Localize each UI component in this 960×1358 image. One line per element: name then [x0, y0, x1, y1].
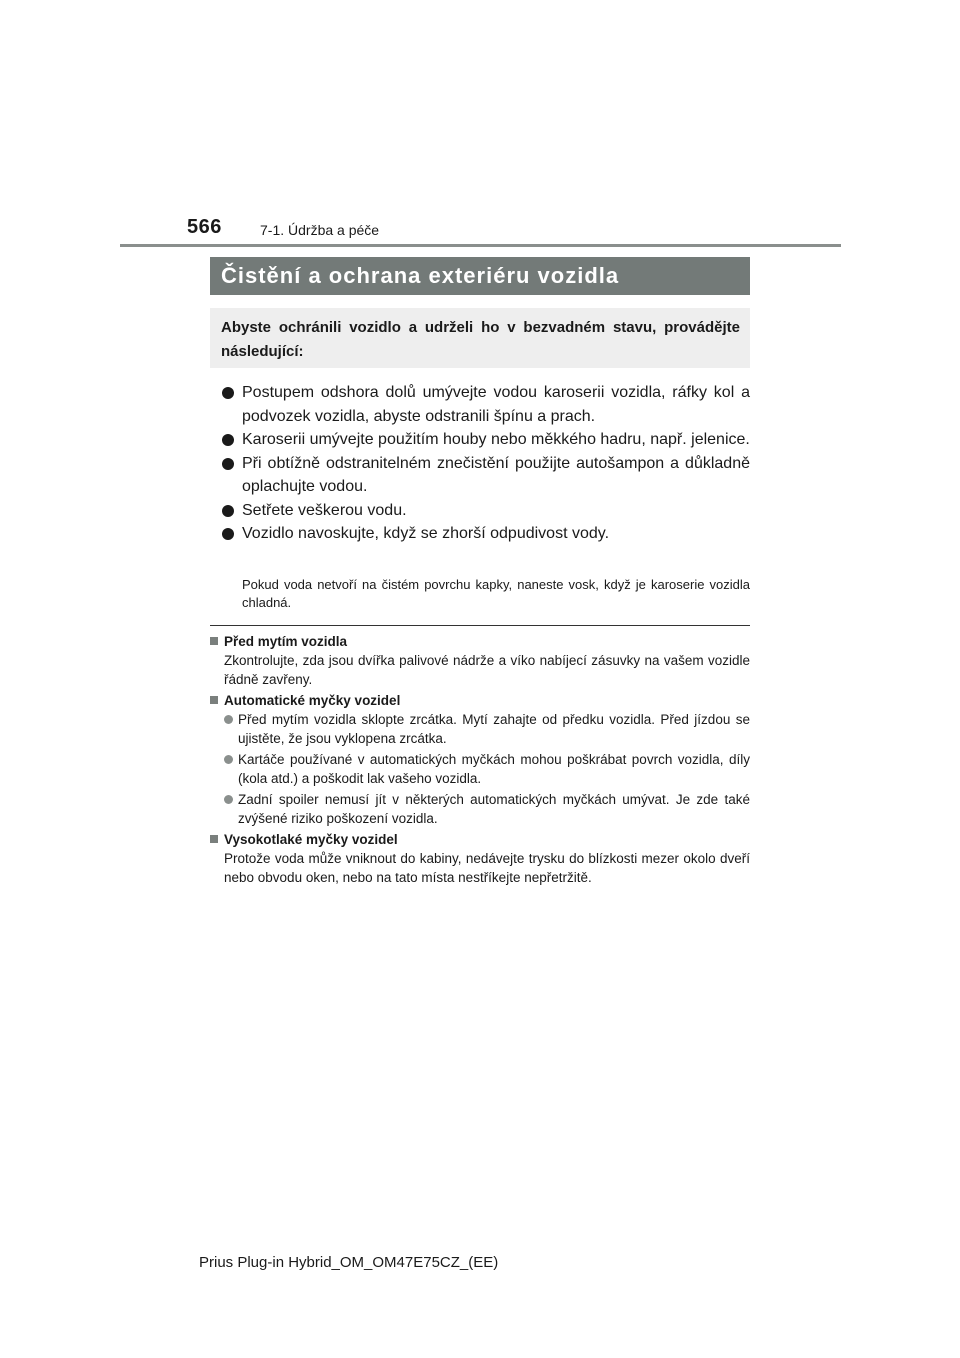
note-heading-high-pressure [210, 830, 750, 849]
list-item [222, 381, 750, 428]
step-text: Vozidlo navoskujte, když se zhorší odpudivost vody. [242, 525, 610, 542]
square-bullet-icon [210, 637, 218, 645]
intro-box: Abyste ochránili vozidlo a udrželi ho v bezvadném stavu, provádějte následující: [210, 308, 750, 368]
note-body-before-wash: Zkontrolujte, zda jsou dvířka palivové nádrže a víko nabíjecí zásuvky na vašem vozidle řádně zavřeny. [224, 653, 750, 687]
list-item [222, 452, 750, 499]
steps-note: Pokud voda netvoří na čistém povrchu kapky, naneste vosk, když je karoserie vozidla chladná. [242, 577, 750, 610]
note-heading-text: Automatické myčky vozidel [224, 693, 401, 708]
step-text: Při obtížně odstranitelném znečistění použijte autošampon a důkladně oplachujte vodou. [242, 454, 750, 495]
bullet-icon [222, 528, 234, 540]
list-item [210, 710, 750, 748]
notes-section [210, 632, 750, 889]
divider [210, 625, 750, 626]
section-label: 7-1. Údržba a péče [260, 222, 380, 238]
step-text: Postupem odshora dolů umývejte vodou karoserii vozidla, ráfky kol a podvozek vozidla, abyste odstranili špínu a prach. [242, 384, 750, 425]
list-item [210, 790, 750, 828]
title-bar [210, 257, 750, 295]
note-heading-before-wash [210, 632, 750, 651]
bullet-icon [222, 434, 234, 446]
page-number: 566 [187, 216, 222, 238]
list-item [222, 522, 750, 546]
step-text: Setřete veškerou vodu. [242, 501, 407, 519]
list-item [222, 499, 750, 523]
round-bullet-icon [224, 755, 233, 764]
note-heading-text: Před mytím vozidla [224, 634, 348, 649]
sub-item-text: Zadní spoiler nemusí jít v některých automatických myčkách umývat. Je zde také zvýšené riziko poškození vozidla. [238, 792, 750, 826]
header-rule [120, 244, 841, 247]
sub-item-text: Před mytím vozidla sklopte zrcátka. Mytí zahajte od předku vozidla. Před jízdou se ujistěte, že jsou vyklopena zrcátka. [238, 712, 750, 746]
bullet-icon [222, 505, 234, 517]
bullet-icon [222, 458, 234, 470]
steps-list [222, 381, 750, 546]
round-bullet-icon [224, 795, 233, 804]
list-item [222, 428, 750, 452]
square-bullet-icon [210, 835, 218, 843]
bullet-icon [222, 387, 234, 399]
footer-doc-id: Prius Plug-in Hybrid_OM_OM47E75CZ_(EE) [199, 1254, 499, 1271]
sub-item-text: Kartáče používané v automatických myčkách mohou poškrábat povrch vozidla, díly (kola atd.) a poškodit lak vašeho vozidla. [238, 752, 750, 786]
list-item [210, 750, 750, 788]
step-text: Karoserii umývejte použitím houby nebo měkkého hadru, např. jelenice. [242, 431, 750, 448]
note-heading-automatic [210, 691, 750, 710]
round-bullet-icon [224, 715, 233, 724]
note-body-high-pressure: Protože voda může vniknout do kabiny, nedávejte trysku do blízkosti mezer okolo dveří nebo obvodu oken, nebo na tato místa nestříkejte nepřetržitě. [224, 851, 750, 885]
note-heading-text: Vysokotlaké myčky vozidel [224, 832, 398, 847]
page-title: Čistění a ochrana exteriéru vozidla [221, 263, 620, 288]
square-bullet-icon [210, 696, 218, 704]
